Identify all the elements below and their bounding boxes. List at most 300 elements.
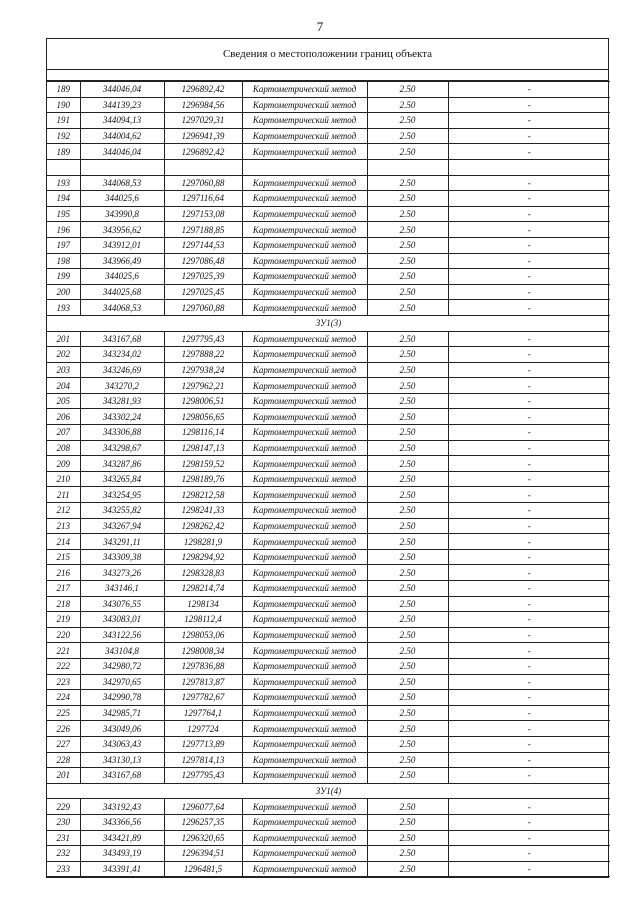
y-coordinate-cell: 1298189,76 (164, 471, 242, 487)
accuracy-cell: 2.50 (367, 768, 448, 784)
point-number-cell: 194 (47, 191, 80, 207)
point-number-cell: 202 (47, 347, 80, 363)
point-number-cell: 201 (47, 331, 80, 347)
accuracy-cell: 2.50 (367, 82, 448, 98)
point-number-cell: 191 (47, 113, 80, 129)
x-coordinate-cell: 344094,13 (80, 113, 164, 129)
table-row (47, 846, 610, 862)
point-number-cell: 211 (47, 487, 80, 503)
accuracy-cell: 2.50 (367, 503, 448, 519)
point-number-cell: 223 (47, 674, 80, 690)
point-number-cell: 203 (47, 362, 80, 378)
point-number-cell: 210 (47, 471, 80, 487)
table-row (47, 409, 610, 425)
description-cell: - (448, 456, 610, 472)
accuracy-cell: 2.50 (367, 456, 448, 472)
x-coordinate-cell: 343281,93 (80, 393, 164, 409)
table-row (47, 534, 610, 550)
point-number-cell: 220 (47, 627, 80, 643)
description-cell: - (448, 222, 610, 238)
y-coordinate-cell: 1296257,35 (164, 814, 242, 830)
accuracy-cell: 2.50 (367, 347, 448, 363)
method-cell: Картометрический метод (242, 269, 367, 285)
y-coordinate-cell: 1297888,22 (164, 347, 242, 363)
description-cell: - (448, 752, 610, 768)
method-cell: Картометрический метод (242, 393, 367, 409)
description-cell: - (448, 581, 610, 597)
accuracy-cell: 2.50 (367, 705, 448, 721)
description-cell: - (448, 440, 610, 456)
description-cell: - (448, 206, 610, 222)
description-cell: - (448, 658, 610, 674)
y-coordinate-cell: 1298212,58 (164, 487, 242, 503)
table-row (47, 736, 610, 752)
method-cell: Картометрический метод (242, 581, 367, 597)
accuracy-cell: 2.50 (367, 378, 448, 394)
description-cell: - (448, 113, 610, 129)
separator-cell (448, 159, 610, 175)
table-row (47, 487, 610, 503)
y-coordinate-cell: 1297086,48 (164, 253, 242, 269)
y-coordinate-cell: 1297795,43 (164, 768, 242, 784)
method-cell: Картометрический метод (242, 830, 367, 846)
y-coordinate-cell: 1297724 (164, 721, 242, 737)
accuracy-cell: 2.50 (367, 362, 448, 378)
x-coordinate-cell: 343246,69 (80, 362, 164, 378)
coordinates-table (47, 81, 610, 877)
y-coordinate-cell: 1298328,83 (164, 565, 242, 581)
x-coordinate-cell: 343076,55 (80, 596, 164, 612)
point-number-cell: 201 (47, 768, 80, 784)
point-number-cell: 200 (47, 284, 80, 300)
point-number-cell: 227 (47, 736, 80, 752)
description-cell: - (448, 409, 610, 425)
method-cell: Картометрический метод (242, 721, 367, 737)
y-coordinate-cell: 1297060,88 (164, 175, 242, 191)
accuracy-cell: 2.50 (367, 487, 448, 503)
point-number-cell: 218 (47, 596, 80, 612)
table-row (47, 658, 610, 674)
zone-label: ЗУ1(4) (47, 783, 610, 799)
method-cell: Картометрический метод (242, 471, 367, 487)
table-row (47, 612, 610, 628)
description-cell: - (448, 128, 610, 144)
y-coordinate-cell: 1296481,5 (164, 861, 242, 877)
table-row (47, 191, 610, 207)
point-number-cell: 215 (47, 549, 80, 565)
point-number-cell: 232 (47, 846, 80, 862)
description-cell: - (448, 97, 610, 113)
method-cell: Картометрический метод (242, 97, 367, 113)
accuracy-cell: 2.50 (367, 581, 448, 597)
x-coordinate-cell: 343291,11 (80, 534, 164, 550)
x-coordinate-cell: 343234,02 (80, 347, 164, 363)
x-coordinate-cell: 343146,1 (80, 581, 164, 597)
table-row (47, 284, 610, 300)
method-cell: Картометрический метод (242, 347, 367, 363)
description-cell: - (448, 721, 610, 737)
description-cell: - (448, 471, 610, 487)
method-cell: Картометрический метод (242, 861, 367, 877)
accuracy-cell: 2.50 (367, 206, 448, 222)
y-coordinate-cell: 1298053,06 (164, 627, 242, 643)
description-cell: - (448, 846, 610, 862)
description-cell: - (448, 253, 610, 269)
description-cell: - (448, 596, 610, 612)
accuracy-cell: 2.50 (367, 331, 448, 347)
point-number-cell: 195 (47, 206, 80, 222)
y-coordinate-cell: 1296984,56 (164, 97, 242, 113)
point-number-cell: 221 (47, 643, 80, 659)
table-row (47, 674, 610, 690)
method-cell: Картометрический метод (242, 144, 367, 160)
x-coordinate-cell: 343306,88 (80, 425, 164, 441)
y-coordinate-cell: 1297962,21 (164, 378, 242, 394)
description-cell: - (448, 237, 610, 253)
accuracy-cell: 2.50 (367, 237, 448, 253)
point-number-cell: 217 (47, 581, 80, 597)
y-coordinate-cell: 1298262,42 (164, 518, 242, 534)
method-cell: Картометрический метод (242, 612, 367, 628)
point-number-cell: 228 (47, 752, 80, 768)
coordinates-sheet (46, 38, 609, 878)
method-cell: Картометрический метод (242, 191, 367, 207)
y-coordinate-cell: 1297144,53 (164, 237, 242, 253)
point-number-cell: 213 (47, 518, 80, 534)
table-row (47, 82, 610, 98)
y-coordinate-cell: 1298134 (164, 596, 242, 612)
method-cell: Картометрический метод (242, 331, 367, 347)
x-coordinate-cell: 343298,67 (80, 440, 164, 456)
description-cell: - (448, 378, 610, 394)
table-row (47, 549, 610, 565)
method-cell: Картометрический метод (242, 643, 367, 659)
table-row (47, 237, 610, 253)
y-coordinate-cell: 1297060,88 (164, 300, 242, 316)
y-coordinate-cell: 1296892,42 (164, 82, 242, 98)
table-row (47, 175, 610, 191)
x-coordinate-cell: 343267,94 (80, 518, 164, 534)
y-coordinate-cell: 1297814,13 (164, 752, 242, 768)
x-coordinate-cell: 343366,56 (80, 814, 164, 830)
y-coordinate-cell: 1297188,85 (164, 222, 242, 238)
point-number-cell: 208 (47, 440, 80, 456)
description-cell: - (448, 331, 610, 347)
y-coordinate-cell: 1298241,33 (164, 503, 242, 519)
accuracy-cell: 2.50 (367, 175, 448, 191)
description-cell: - (448, 144, 610, 160)
method-cell: Картометрический метод (242, 596, 367, 612)
point-number-cell: 206 (47, 409, 80, 425)
description-cell: - (448, 830, 610, 846)
y-coordinate-cell: 1296892,42 (164, 144, 242, 160)
accuracy-cell: 2.50 (367, 658, 448, 674)
table-row (47, 425, 610, 441)
method-cell: Картометрический метод (242, 206, 367, 222)
description-cell: - (448, 861, 610, 877)
coordinates-table-body (47, 82, 610, 877)
method-cell: Картометрический метод (242, 518, 367, 534)
method-cell: Картометрический метод (242, 222, 367, 238)
point-number-cell: 189 (47, 144, 80, 160)
y-coordinate-cell: 1298056,65 (164, 409, 242, 425)
description-cell: - (448, 643, 610, 659)
accuracy-cell: 2.50 (367, 144, 448, 160)
method-cell: Картометрический метод (242, 658, 367, 674)
x-coordinate-cell: 343122,56 (80, 627, 164, 643)
y-coordinate-cell: 1298281,9 (164, 534, 242, 550)
point-number-cell: 224 (47, 690, 80, 706)
description-cell: - (448, 736, 610, 752)
accuracy-cell: 2.50 (367, 253, 448, 269)
table-row (47, 128, 610, 144)
accuracy-cell: 2.50 (367, 674, 448, 690)
point-number-cell: 189 (47, 82, 80, 98)
zone-label: ЗУ1(3) (47, 315, 610, 331)
y-coordinate-cell: 1297153,08 (164, 206, 242, 222)
accuracy-cell: 2.50 (367, 627, 448, 643)
description-cell: - (448, 269, 610, 285)
table-row (47, 627, 610, 643)
table-row (47, 362, 610, 378)
x-coordinate-cell: 344046,04 (80, 144, 164, 160)
point-number-cell: 197 (47, 237, 80, 253)
accuracy-cell: 2.50 (367, 565, 448, 581)
point-number-cell: 192 (47, 128, 80, 144)
zone-header-row (47, 315, 610, 331)
accuracy-cell: 2.50 (367, 549, 448, 565)
x-coordinate-cell: 344025,6 (80, 269, 164, 285)
table-row (47, 222, 610, 238)
accuracy-cell: 2.50 (367, 393, 448, 409)
x-coordinate-cell: 343104,8 (80, 643, 164, 659)
description-cell: - (448, 565, 610, 581)
y-coordinate-cell: 1298008,34 (164, 643, 242, 659)
accuracy-cell: 2.50 (367, 518, 448, 534)
accuracy-cell: 2.50 (367, 471, 448, 487)
page-number: 7 (316, 19, 324, 34)
point-number-cell: 233 (47, 861, 80, 877)
accuracy-cell: 2.50 (367, 690, 448, 706)
accuracy-cell: 2.50 (367, 269, 448, 285)
x-coordinate-cell: 344068,53 (80, 300, 164, 316)
method-cell: Картометрический метод (242, 565, 367, 581)
x-coordinate-cell: 343990,8 (80, 206, 164, 222)
y-coordinate-cell: 1296320,65 (164, 830, 242, 846)
point-number-cell: 219 (47, 612, 80, 628)
accuracy-cell: 2.50 (367, 799, 448, 815)
separator-cell (242, 159, 367, 175)
point-number-cell: 209 (47, 456, 80, 472)
method-cell: Картометрический метод (242, 487, 367, 503)
table-row (47, 814, 610, 830)
y-coordinate-cell: 1298159,52 (164, 456, 242, 472)
table-caption: Сведения о местоположении границ объекта (47, 39, 608, 70)
description-cell: - (448, 191, 610, 207)
accuracy-cell: 2.50 (367, 643, 448, 659)
accuracy-cell: 2.50 (367, 284, 448, 300)
x-coordinate-cell: 343302,24 (80, 409, 164, 425)
table-row (47, 596, 610, 612)
description-cell: - (448, 503, 610, 519)
table-row (47, 253, 610, 269)
table-row (47, 393, 610, 409)
point-number-cell: 226 (47, 721, 80, 737)
y-coordinate-cell: 1298116,14 (164, 425, 242, 441)
description-cell: - (448, 518, 610, 534)
accuracy-cell: 2.50 (367, 409, 448, 425)
method-cell: Картометрический метод (242, 846, 367, 862)
method-cell: Картометрический метод (242, 253, 367, 269)
point-number-cell: 212 (47, 503, 80, 519)
accuracy-cell: 2.50 (367, 612, 448, 628)
method-cell: Картометрический метод (242, 799, 367, 815)
x-coordinate-cell: 343912,01 (80, 237, 164, 253)
accuracy-cell: 2.50 (367, 752, 448, 768)
y-coordinate-cell: 1297116,64 (164, 191, 242, 207)
y-coordinate-cell: 1297782,67 (164, 690, 242, 706)
method-cell: Картометрический метод (242, 627, 367, 643)
description-cell: - (448, 393, 610, 409)
method-cell: Картометрический метод (242, 237, 367, 253)
y-coordinate-cell: 1298294,92 (164, 549, 242, 565)
accuracy-cell: 2.50 (367, 846, 448, 862)
table-row (47, 768, 610, 784)
accuracy-cell: 2.50 (367, 191, 448, 207)
y-coordinate-cell: 1297713,89 (164, 736, 242, 752)
accuracy-cell: 2.50 (367, 222, 448, 238)
y-coordinate-cell: 1296077,64 (164, 799, 242, 815)
point-number-cell: 207 (47, 425, 80, 441)
table-row (47, 378, 610, 394)
x-coordinate-cell: 343956,62 (80, 222, 164, 238)
x-coordinate-cell: 342985,71 (80, 705, 164, 721)
accuracy-cell: 2.50 (367, 300, 448, 316)
table-row (47, 861, 610, 877)
x-coordinate-cell: 344004,62 (80, 128, 164, 144)
point-number-cell: 196 (47, 222, 80, 238)
description-cell: - (448, 534, 610, 550)
method-cell: Картометрический метод (242, 814, 367, 830)
table-row (47, 331, 610, 347)
table-row (47, 206, 610, 222)
y-coordinate-cell: 1297795,43 (164, 331, 242, 347)
description-cell: - (448, 690, 610, 706)
table-row (47, 518, 610, 534)
point-number-cell: 222 (47, 658, 80, 674)
x-coordinate-cell: 343255,82 (80, 503, 164, 519)
method-cell: Картометрический метод (242, 284, 367, 300)
separator-cell (80, 159, 164, 175)
table-row (47, 565, 610, 581)
table-row (47, 347, 610, 363)
method-cell: Картометрический метод (242, 534, 367, 550)
table-row (47, 144, 610, 160)
accuracy-cell: 2.50 (367, 425, 448, 441)
table-row (47, 97, 610, 113)
x-coordinate-cell: 344068,53 (80, 175, 164, 191)
x-coordinate-cell: 343287,86 (80, 456, 164, 472)
accuracy-cell: 2.50 (367, 128, 448, 144)
x-coordinate-cell: 343273,26 (80, 565, 164, 581)
point-number-cell: 214 (47, 534, 80, 550)
y-coordinate-cell: 1297836,88 (164, 658, 242, 674)
accuracy-cell: 2.50 (367, 440, 448, 456)
description-cell: - (448, 799, 610, 815)
x-coordinate-cell: 344046,04 (80, 82, 164, 98)
table-row (47, 752, 610, 768)
table-row (47, 269, 610, 285)
table-row (47, 643, 610, 659)
x-coordinate-cell: 343130,13 (80, 752, 164, 768)
x-coordinate-cell: 343265,84 (80, 471, 164, 487)
table-row (47, 300, 610, 316)
x-coordinate-cell: 344025,68 (80, 284, 164, 300)
x-coordinate-cell: 343966,49 (80, 253, 164, 269)
method-cell: Картометрический метод (242, 82, 367, 98)
y-coordinate-cell: 1298112,4 (164, 612, 242, 628)
x-coordinate-cell: 343192,43 (80, 799, 164, 815)
x-coordinate-cell: 343083,01 (80, 612, 164, 628)
point-number-cell: 225 (47, 705, 80, 721)
y-coordinate-cell: 1297938,24 (164, 362, 242, 378)
description-cell: - (448, 674, 610, 690)
accuracy-cell: 2.50 (367, 861, 448, 877)
accuracy-cell: 2.50 (367, 736, 448, 752)
description-cell: - (448, 768, 610, 784)
x-coordinate-cell: 343063,43 (80, 736, 164, 752)
method-cell: Картометрический метод (242, 425, 367, 441)
x-coordinate-cell: 342970,65 (80, 674, 164, 690)
point-number-cell: 230 (47, 814, 80, 830)
table-row (47, 690, 610, 706)
description-cell: - (448, 627, 610, 643)
method-cell: Картометрический метод (242, 128, 367, 144)
description-cell: - (448, 487, 610, 503)
separator-cell (47, 159, 80, 175)
method-cell: Картометрический метод (242, 409, 367, 425)
point-number-cell: 204 (47, 378, 80, 394)
y-coordinate-cell: 1297025,45 (164, 284, 242, 300)
accuracy-cell: 2.50 (367, 830, 448, 846)
description-cell: - (448, 814, 610, 830)
y-coordinate-cell: 1297025,39 (164, 269, 242, 285)
x-coordinate-cell: 343493,19 (80, 846, 164, 862)
x-coordinate-cell: 343254,95 (80, 487, 164, 503)
caption-spacer (47, 70, 608, 81)
method-cell: Картометрический метод (242, 549, 367, 565)
table-row (47, 113, 610, 129)
point-number-cell: 193 (47, 175, 80, 191)
table-row (47, 581, 610, 597)
x-coordinate-cell: 343167,68 (80, 331, 164, 347)
description-cell: - (448, 362, 610, 378)
description-cell: - (448, 612, 610, 628)
y-coordinate-cell: 1298147,13 (164, 440, 242, 456)
description-cell: - (448, 549, 610, 565)
x-coordinate-cell: 344139,23 (80, 97, 164, 113)
point-number-cell: 216 (47, 565, 80, 581)
point-number-cell: 205 (47, 393, 80, 409)
table-row (47, 721, 610, 737)
accuracy-cell: 2.50 (367, 814, 448, 830)
x-coordinate-cell: 343167,68 (80, 768, 164, 784)
description-cell: - (448, 82, 610, 98)
y-coordinate-cell: 1297764,1 (164, 705, 242, 721)
accuracy-cell: 2.50 (367, 721, 448, 737)
method-cell: Картометрический метод (242, 674, 367, 690)
table-row (47, 456, 610, 472)
